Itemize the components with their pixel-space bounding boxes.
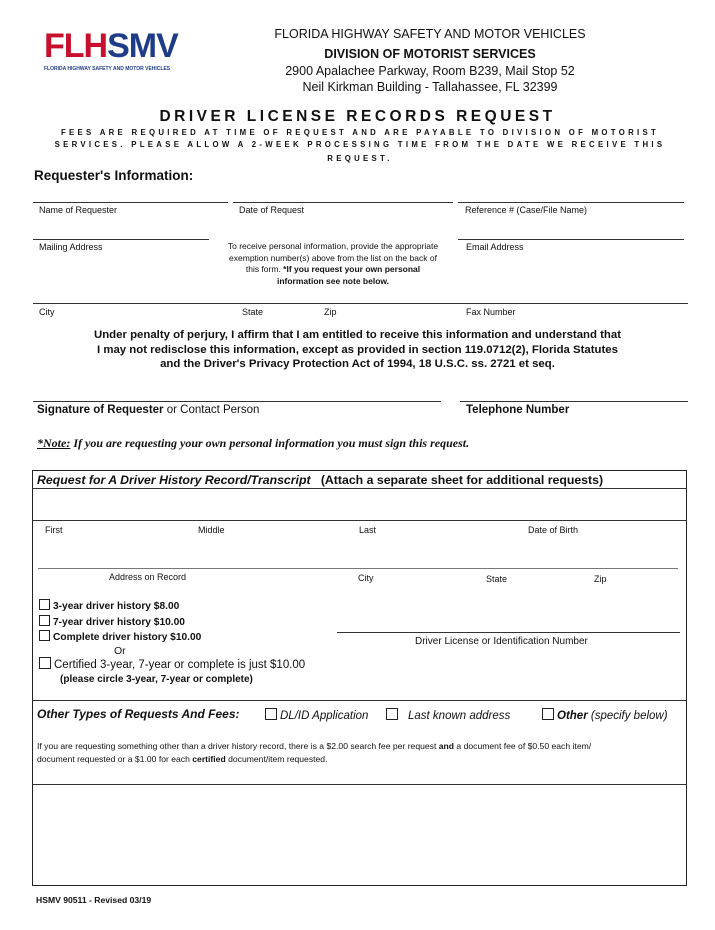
request-date-label: Date of Request <box>239 205 305 215</box>
option-certified[interactable]: Certified 3-year, 7-year or complete is just $10.00 <box>39 657 305 671</box>
history-zip-label: Zip <box>594 574 607 584</box>
name-fields-line[interactable] <box>32 520 687 521</box>
option-dlid-application[interactable]: DL/ID Application <box>265 708 368 722</box>
request-date-field[interactable] <box>233 202 453 203</box>
checkbox-certified[interactable] <box>39 657 51 669</box>
checkbox-last-known-address[interactable] <box>386 708 398 720</box>
logo-tagline: FLORIDA HIGHWAY SAFETY AND MOTOR VEHICLES <box>44 66 171 72</box>
address-fields-line[interactable] <box>38 568 678 569</box>
dl-number-label: Driver License or Identification Number <box>415 636 588 647</box>
middle-name-label: Middle <box>198 525 225 535</box>
first-name-label: First <box>45 525 63 535</box>
other-specify-area[interactable] <box>33 785 686 885</box>
dl-number-field[interactable] <box>337 632 680 633</box>
own-info-note: *Note: If you are requesting your own personal information you must sign this request. <box>37 436 470 450</box>
address-on-record-label: Address on Record <box>109 572 187 582</box>
city-label: City <box>39 307 55 317</box>
requester-heading: Requester's Information: <box>34 168 194 183</box>
history-state-label: State <box>486 574 508 584</box>
history-heading: Request for A Driver History Record/Transcript (Attach a separate sheet for additional requests) <box>37 473 604 487</box>
circle-note: (please circle 3-year, 7-year or complete) <box>60 674 253 685</box>
option-7-year[interactable]: 7-year driver history $10.00 <box>39 615 201 631</box>
agency-logo <box>44 28 194 80</box>
option-3-year[interactable]: 3-year driver history $8.00 <box>39 599 201 615</box>
fax-label: Fax Number <box>466 307 516 317</box>
last-name-label: Last <box>359 525 377 535</box>
other-requests-heading: Other Types of Requests And Fees: <box>37 707 240 721</box>
requester-name-label: Name of Requester <box>39 205 118 215</box>
telephone-field[interactable] <box>460 401 688 402</box>
address-line-2: Neil Kirkman Building - Tallahassee, FL 32399 <box>302 80 558 94</box>
division-name: DIVISION OF MOTORIST SERVICES <box>324 47 536 61</box>
mailing-address-label: Mailing Address <box>39 242 103 252</box>
signature-field[interactable] <box>33 401 441 402</box>
checkbox-7-year[interactable] <box>39 615 50 626</box>
address-line-1: 2900 Apalachee Parkway, Room B239, Mail Stop 52 <box>285 64 575 78</box>
telephone-label: Telephone Number <box>466 404 570 416</box>
mailing-address-field[interactable] <box>33 239 209 240</box>
fee-explanation: If you are requesting something other than a driver history record, there is a $2.00 search fee per request and a document fee of $0.50 each item/ document requested or a $1.00 for each certified document/item requested. <box>37 741 592 764</box>
option-last-known-address[interactable]: Last known address <box>386 708 510 722</box>
perjury-affirmation: Under penalty of perjury, I affirm that I am entitled to receive this information and understand that I may not redisclose this information, except as provided in section 119.0712(2), Florida Statutes and the Driver's Privacy Protection Act of 1994, 18 U.S.C. ss. 2721 et seq. <box>94 329 621 370</box>
requester-name-field[interactable] <box>33 202 228 203</box>
email-field[interactable] <box>458 239 684 240</box>
fees-notice-line-2: SERVICES. PLEASE ALLOW A 2-WEEK PROCESSING TIME FROM THE DATE WE RECEIVE THIS <box>54 140 666 149</box>
email-label: Email Address <box>466 242 524 252</box>
fees-notice-line-3: REQUEST. <box>327 154 393 163</box>
form-number: HSMV 90511 - Revised 03/19 <box>36 895 152 905</box>
history-city-label: City <box>358 573 374 583</box>
dob-label: Date of Birth <box>528 525 579 535</box>
state-label: State <box>242 307 264 317</box>
option-complete[interactable]: Complete driver history $10.00 <box>39 630 201 646</box>
city-field[interactable] <box>33 303 688 304</box>
checkbox-3-year[interactable] <box>39 599 50 610</box>
reference-label: Reference # (Case/File Name) <box>465 205 588 215</box>
exemption-note: To receive personal information, provide the appropriate exemption number(s) above from the list on the back of this form. *If you request your own personal information see note below. <box>227 241 439 286</box>
checkbox-complete[interactable] <box>39 630 50 641</box>
reference-field[interactable] <box>458 202 684 203</box>
or-text: Or <box>114 645 126 657</box>
logo-wordmark: FLHSMV <box>44 27 178 65</box>
option-other[interactable]: Other (specify below) <box>542 708 668 722</box>
agency-name: FLORIDA HIGHWAY SAFETY AND MOTOR VEHICLES <box>274 27 586 41</box>
other-requests-row <box>37 707 239 721</box>
checkbox-dlid-application[interactable] <box>265 708 277 720</box>
signature-label: Signature of Requester or Contact Person <box>37 404 260 416</box>
fees-notice-line-1: FEES ARE REQUIRED AT TIME OF REQUEST AND ARE PAYABLE TO DIVISION OF MOTORIST <box>60 128 660 137</box>
zip-label: Zip <box>324 307 337 317</box>
checkbox-other[interactable] <box>542 708 554 720</box>
form-title: DRIVER LICENSE RECORDS REQUEST <box>159 108 556 125</box>
